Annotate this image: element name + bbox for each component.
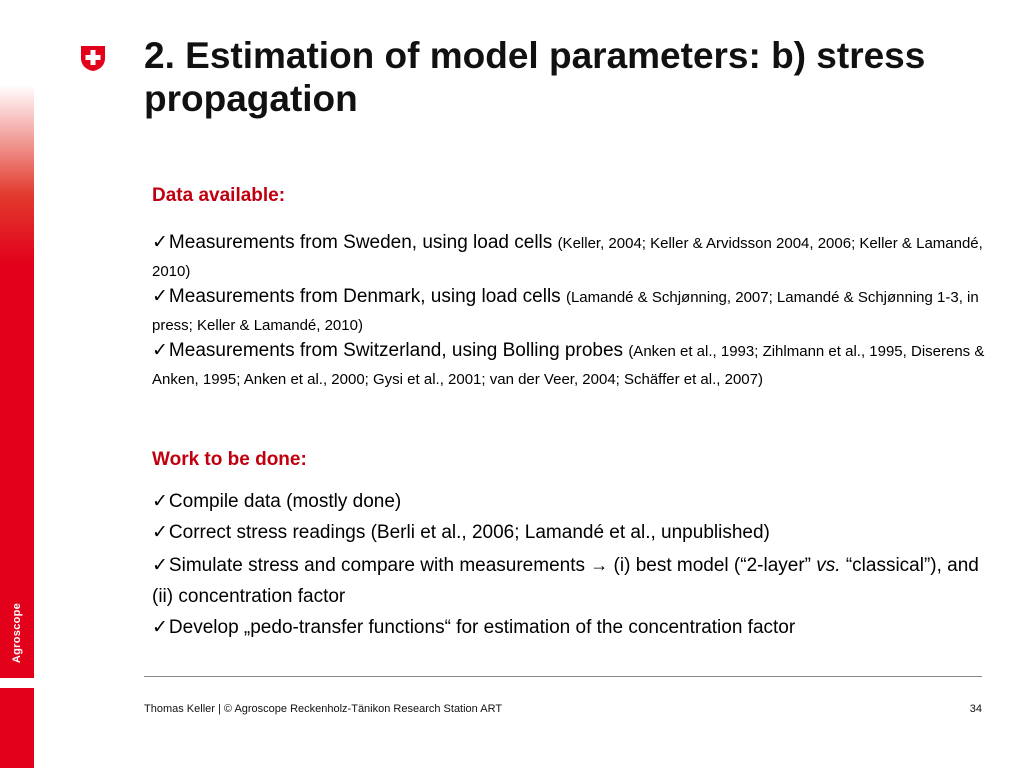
slide-title: 2. Estimation of model parameters: b) stress propagation (144, 35, 926, 119)
item-reference: (Keller, 2004; Keller & Arvidsson 2004, 2006; Keller & Lamandé, 2010) (152, 235, 983, 280)
check-icon: ✓ (152, 232, 168, 253)
item-text: Measurements from Sweden, using load cells (168, 232, 558, 253)
work-to-be-done-heading: Work to be done: (152, 449, 307, 470)
item-text: Measurements from Switzerland, using Bolling probes (168, 340, 629, 361)
work-item-develop (152, 612, 992, 643)
work-item-correct (152, 519, 992, 546)
footer-divider (144, 676, 982, 677)
data-available-heading: Data available: (152, 185, 286, 206)
item-text: Compile data (mostly done) (168, 491, 402, 512)
swiss-cross-icon (79, 44, 107, 72)
data-item-denmark (152, 283, 992, 339)
item-text: “classical”), and (ii) concentration factor (152, 555, 979, 607)
sidebar-gap (0, 678, 34, 688)
item-italic: vs. (816, 555, 841, 576)
agroscope-wordmark: Agroscope (11, 602, 23, 663)
sidebar-brand-label (0, 590, 34, 675)
check-icon: ✓ (152, 522, 168, 543)
check-icon: ✓ (152, 340, 168, 361)
work-item-compile (152, 488, 992, 515)
arrow-right-icon: → (590, 555, 609, 575)
item-text: Correct stress readings (Berli et al., 2006; Lamandé et al., unpublished) (168, 522, 770, 543)
item-reference: (Lamandé & Schjønning, 2007; Lamandé & Schjønning 1-3, in press; Keller & Lamandé, 2010) (152, 289, 979, 334)
page-number: 34 (969, 703, 982, 715)
item-text: Develop „pedo-transfer functions“ for estimation of the concentration factor (168, 617, 796, 638)
footer-credit: Thomas Keller | © Agroscope Reckenholz-Tänikon Research Station ART (144, 703, 503, 715)
check-icon: ✓ (152, 555, 168, 576)
data-item-switzerland (152, 337, 992, 393)
item-reference: (Anken et al., 1993; Zihlmann et al., 1995, Diserens & Anken, 1995; Anken et al., 2000; Gysi et al., 2001; van der Veer, 2004; Schäffer et al., 2007) (152, 343, 985, 388)
item-text: Measurements from Denmark, using load cells (168, 286, 566, 307)
check-icon: ✓ (152, 286, 168, 307)
check-icon: ✓ (152, 491, 168, 512)
item-text: (i) best model (“2-layer” (608, 555, 817, 576)
check-icon: ✓ (152, 617, 168, 638)
item-text: Simulate stress and compare with measurements (168, 555, 591, 576)
data-item-sweden (152, 229, 992, 285)
work-item-simulate (152, 550, 992, 612)
